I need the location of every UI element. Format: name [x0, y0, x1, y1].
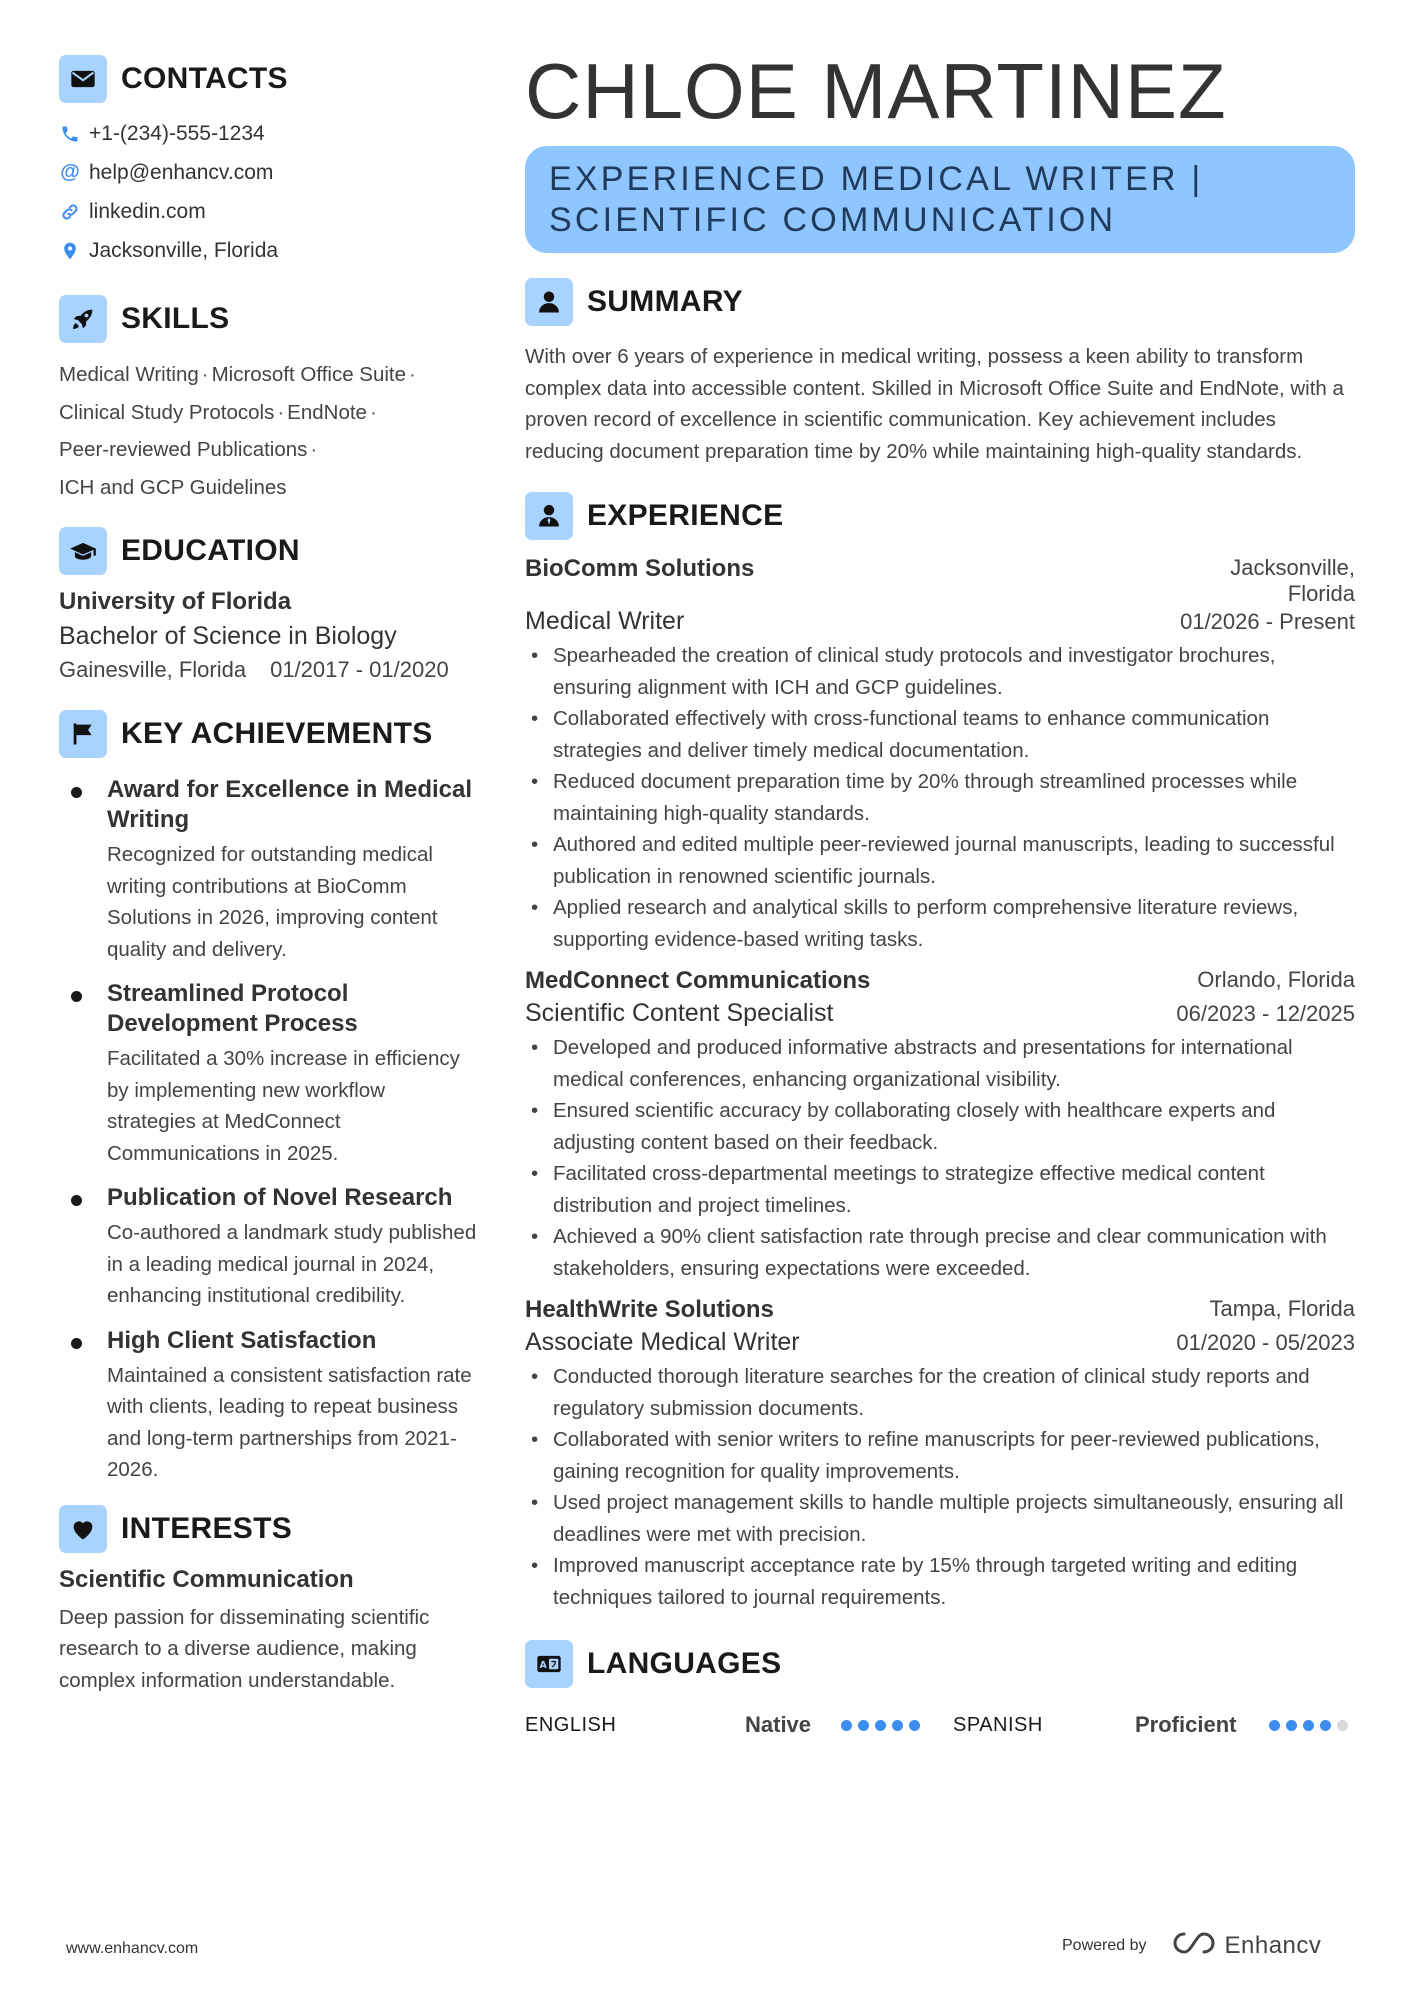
interests-header: [59, 1504, 479, 1554]
enhancv-logo-icon: [1171, 1930, 1217, 1961]
contacts-header: [59, 54, 479, 104]
job-entry: [525, 1296, 1355, 1613]
job-location: [1230, 555, 1355, 607]
skills-heading: SKILLS: [121, 302, 230, 335]
interest-desc: Deep passion for disseminating scientific research to a diverse audience, making complex information understandable.: [59, 1605, 430, 1692]
heart-icon: [59, 1505, 107, 1553]
footer-website[interactable]: www.enhancv.com: [66, 1940, 199, 1957]
job-bullet: • Collaborated effectively with cross-functional teams to enhance communication strategies and deliver timely medical documentation.: [525, 703, 1355, 766]
headline-line-2: SCIENTIFIC COMMUNICATION: [549, 201, 1117, 239]
rocket-icon: [59, 295, 107, 343]
job-bullet: • Reduced document preparation time by 20% through streamlined processes while maintaining high-quality standards.: [525, 766, 1355, 829]
flag-icon: [59, 710, 107, 758]
education-header: [59, 526, 479, 576]
achievement-desc: Co-authored a landmark study published in a leading medical journal in 2024, enhancing institutional credibility.: [107, 1221, 477, 1307]
graduation-cap-icon: [59, 527, 107, 575]
map-pin-icon: [59, 240, 81, 262]
language-name: SPANISH: [953, 1713, 1043, 1736]
achievement-item: [59, 979, 479, 1169]
job-entry: [525, 555, 1355, 955]
headline-banner: [525, 146, 1355, 253]
job-company: MedConnect Communications: [525, 967, 871, 994]
job-bullet: • Spearheaded the creation of clinical study protocols and investigator brochures, ensuring alignment with ICH and GCP guidelines.: [525, 640, 1355, 703]
achievement-title: High Client Satisfaction: [107, 1326, 377, 1354]
achievement-title: Publication of Novel Research: [107, 1184, 453, 1211]
job-bullet: • Conducted thorough literature searches for the creation of clinical study reports and regulatory submission documents.: [525, 1361, 1355, 1424]
language-icon: [525, 1640, 573, 1688]
summary-text: With over 6 years of experience in medical writing, possess a keen ability to transform complex data into accessible content. Skilled in Microsoft Office Suite and EndNote, with a proven record of excellence in scientific communication. Key achievement includes reducing document preparation time by 20% while maintaining high-quality standards.: [525, 345, 1344, 463]
job-bullets: [525, 640, 1355, 955]
rating-dot-filled: [1286, 1720, 1297, 1731]
user-icon: [525, 278, 573, 326]
language-level: Native: [745, 1712, 812, 1737]
achievement-item: [59, 1326, 479, 1486]
job-bullet: • Facilitated cross-departmental meetings to strategize effective medical content distribution and project timelines.: [525, 1158, 1355, 1221]
language-rating: [835, 1720, 953, 1731]
job-bullets: [525, 1032, 1355, 1284]
edu-location: Gainesville, Florida: [59, 657, 247, 682]
left-column: [59, 54, 479, 1696]
phone-icon: [59, 123, 81, 145]
bullet-dot: [71, 787, 82, 798]
languages-row: [525, 1705, 1355, 1745]
headline-line-1: EXPERIENCED MEDICAL WRITER |: [549, 160, 1204, 198]
footer-branding: [1062, 1930, 1321, 1961]
experience-heading: EXPERIENCE: [587, 499, 784, 532]
achievement-title: Award for Excellence in Medical Writing: [107, 776, 473, 833]
rating-dot-filled: [1303, 1720, 1314, 1731]
contact-linkedin[interactable]: [59, 192, 479, 231]
achievements-heading: KEY ACHIEVEMENTS: [121, 717, 433, 750]
job-role: Associate Medical Writer: [525, 1328, 800, 1356]
contacts-heading: CONTACTS: [121, 62, 288, 95]
job-role: Medical Writer: [525, 607, 685, 635]
at-icon: @: [60, 161, 80, 183]
location-text: Jacksonville, Florida: [89, 238, 279, 262]
job-company: BioComm Solutions: [525, 555, 755, 582]
contact-phone[interactable]: [59, 114, 479, 153]
achievement-desc: Maintained a consistent satisfaction rate with clients, leading to repeat business and long-term partnerships from 2021-2026.: [107, 1363, 472, 1481]
svg-text:A: A: [539, 1660, 547, 1672]
skill-item: Peer-reviewed Publications: [59, 438, 308, 461]
achievements-header: [59, 709, 479, 759]
job-dates: 01/2026 - Present: [1180, 609, 1355, 634]
job-location-line: Jacksonville,: [1230, 555, 1355, 580]
job-location: Orlando, Florida: [1197, 967, 1355, 992]
candidate-name: CHLOE MARTINEZ: [525, 47, 1227, 135]
job-bullet: • Developed and produced informative abstracts and presentations for international medical conferences, enhancing organizational visibility.: [525, 1032, 1355, 1095]
language-level: Proficient: [1135, 1712, 1237, 1737]
job-location-line: Florida: [1287, 581, 1355, 606]
linkedin-text: linkedin.com: [89, 199, 206, 223]
interests-heading: INTERESTS: [121, 1511, 293, 1545]
achievement-title: Streamlined Protocol Development Process: [107, 980, 358, 1037]
rating-dot-filled: [875, 1720, 886, 1731]
language-rating: [1263, 1720, 1348, 1731]
skill-item: Clinical Study Protocols: [59, 400, 275, 424]
rating-dot-filled: [1269, 1720, 1280, 1731]
achievement-desc: Recognized for outstanding medical writing contributions at BioComm Solutions in 2026, improving content quality and delivery.: [107, 843, 438, 961]
languages-header: [525, 1639, 1355, 1689]
achievement-item: [59, 775, 479, 965]
edu-meta: [59, 657, 479, 683]
job-bullet: • Improved manuscript acceptance rate by 15% through targeted writing and editing techniques tailored to journal requirements.: [525, 1550, 1355, 1613]
contact-location: [59, 231, 479, 270]
job-entry: [525, 967, 1355, 1284]
skill-item: EndNote: [287, 400, 367, 424]
skills-list: Medical Writing · Microsoft Office Suite · Clinical Study Protocols · EndNote · Peer-reviewed Publications · ICH and GCP Guidelines: [59, 363, 416, 499]
contact-email[interactable]: [59, 153, 479, 192]
rating-dot-filled: [892, 1720, 903, 1731]
email-text: help@enhancv.com: [89, 160, 274, 184]
education-heading: EDUCATION: [121, 534, 300, 567]
rating-dot-filled: [841, 1720, 852, 1731]
job-company: HealthWrite Solutions: [525, 1296, 774, 1323]
summary-heading: SUMMARY: [587, 285, 743, 318]
rating-dot-filled: [1320, 1720, 1331, 1731]
language-name: ENGLISH: [525, 1713, 617, 1736]
bullet-dot: [71, 1195, 82, 1206]
job-bullets: [525, 1361, 1355, 1613]
interest-title: Scientific Communication: [59, 1565, 354, 1593]
right-column: [525, 48, 1355, 1745]
link-icon: [59, 201, 81, 223]
job-role: Scientific Content Specialist: [525, 999, 834, 1027]
skills-header: [59, 294, 479, 344]
user-tie-icon: [525, 492, 573, 540]
rating-dot-empty: [1337, 1720, 1348, 1731]
experience-header: [525, 491, 1355, 541]
job-bullet: • Collaborated with senior writers to refine manuscripts for peer-reviewed publications, gaining recognition for quality improvements.: [525, 1424, 1355, 1487]
brand-name: Enhancv: [1224, 1931, 1322, 1959]
phone-text: +1-(234)-555-1234: [89, 121, 265, 145]
summary-header: [525, 277, 1355, 327]
edu-degree: Bachelor of Science in Biology: [59, 622, 397, 650]
job-bullet: • Applied research and analytical skills to perform comprehensive literature reviews, supporting evidence-based writing tasks.: [525, 892, 1355, 955]
achievement-item: [59, 1183, 479, 1312]
job-location: Tampa, Florida: [1209, 1296, 1355, 1321]
envelope-icon: [59, 55, 107, 103]
job-bullet: • Ensured scientific accuracy by collaborating closely with healthcare experts and adjusting content based on their feedback.: [525, 1095, 1355, 1158]
rating-dot-filled: [909, 1720, 920, 1731]
job-bullet: • Used project management skills to handle multiple projects simultaneously, ensuring all deadlines were met with precision.: [525, 1487, 1355, 1550]
job-bullet: • Achieved a 90% client satisfaction rate through precise and clear communication with stakeholders, ensuring expectations were exceeded.: [525, 1221, 1355, 1284]
languages-heading: LANGUAGES: [587, 1647, 782, 1680]
skill-item: ICH and GCP Guidelines: [59, 475, 287, 499]
edu-school: University of Florida: [59, 588, 292, 615]
bullet-dot: [71, 1338, 82, 1349]
achievement-desc: Facilitated a 30% increase in efficiency by implementing new workflow strategies at MedConnect Communications in 2025.: [107, 1047, 460, 1165]
job-bullet: • Authored and edited multiple peer-reviewed journal manuscripts, leading to successful publication in renowned scientific journals.: [525, 829, 1355, 892]
skill-item: Microsoft Office Suite: [211, 363, 407, 386]
skill-item: Medical Writing: [59, 363, 199, 386]
job-dates: 01/2020 - 05/2023: [1176, 1330, 1355, 1355]
brand-logo[interactable]: [1171, 1930, 1322, 1961]
bullet-dot: [71, 991, 82, 1002]
rating-dot-filled: [858, 1720, 869, 1731]
job-dates: 06/2023 - 12/2025: [1176, 1001, 1355, 1026]
powered-by-text: Powered by: [1062, 1936, 1147, 1954]
edu-dates: 01/2017 - 01/2020: [270, 657, 449, 682]
